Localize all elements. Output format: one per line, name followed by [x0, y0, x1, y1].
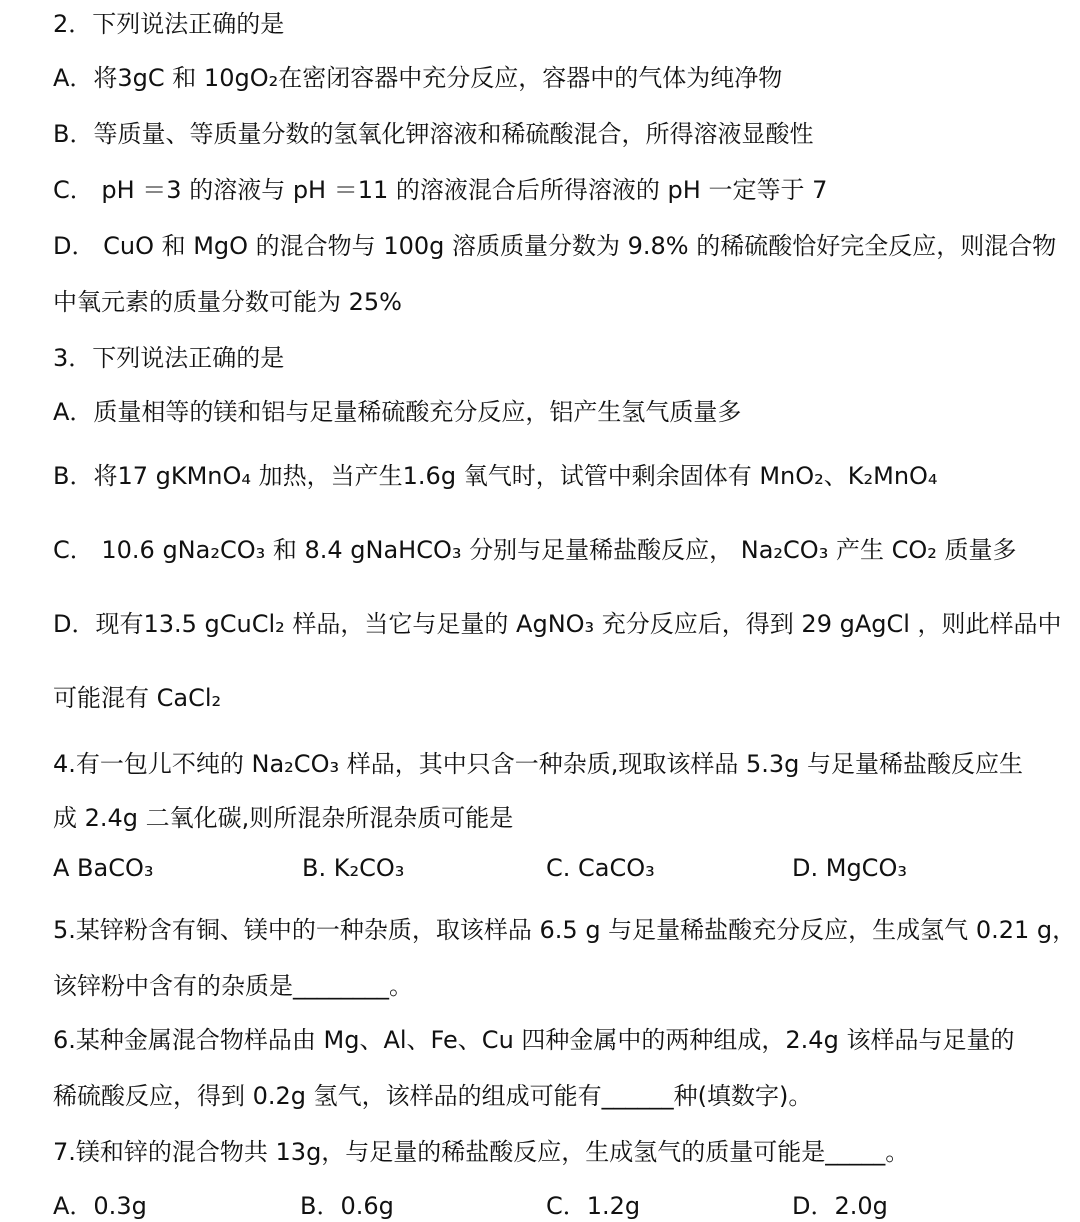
q2-option-d-line1: D． CuO 和 MgO 的混合物与 100g 溶质质量分数为 9.8% 的稀硫酸恰好完全反应，则混合物	[53, 232, 1057, 260]
q2-title: 2．下列说法正确的是	[53, 10, 285, 38]
q4-line1: 4.有一包儿不纯的 Na₂CO₃ 样品，其中只含一种杂质,现取该样品 5.3g 与足量稀盐酸反应生	[53, 750, 1023, 778]
q2-option-b: B．等质量、等质量分数的氢氧化钾溶液和稀硫酸混合，所得溶液显酸性	[53, 120, 814, 148]
q4-option-d: D. MgCO₃	[792, 854, 907, 882]
q7-option-d: D．2.0g	[792, 1192, 888, 1220]
q4-option-c: C. CaCO₃	[546, 854, 655, 882]
q3-option-d-line2: 可能混有 CaCl₂	[53, 684, 222, 712]
q2-option-d-line2: 中氧元素的质量分数可能为 25%	[53, 288, 402, 316]
q3-option-b: B．将17 gKMnO₄ 加热，当产生1.6g 氧气时，试管中剩余固体有 MnO₂、K₂MnO₄	[53, 462, 938, 490]
q7-option-b: B．0.6g	[300, 1192, 394, 1220]
q7-option-c: C．1.2g	[546, 1192, 641, 1220]
q2-option-c: C． pH ＝3 的溶液与 pH ＝11 的溶液混合后所得溶液的 pH 一定等于 7	[53, 176, 828, 204]
q2-option-a: A．将3gC 和 10gO₂在密闭容器中充分反应，容器中的气体为纯净物	[53, 64, 783, 92]
q3-title: 3．下列说法正确的是	[53, 344, 285, 372]
q4-option-a: A BaCO₃	[53, 854, 154, 882]
q7-line1: 7.镁和锌的混合物共 13g，与足量的稀盐酸反应，生成氢气的质量可能是_____。	[53, 1138, 910, 1166]
q5-line2: 该锌粉中含有的杂质是________。	[53, 972, 413, 1000]
q3-option-a: A．质量相等的镁和铝与足量稀硫酸充分反应，铝产生氢气质量多	[53, 398, 742, 426]
q4-option-b: B. K₂CO₃	[302, 854, 405, 882]
q5-line1: 5.某锌粉含有铜、镁中的一种杂质，取该样品 6.5 g 与足量稀盐酸充分反应，生成氢气 0.21 g，	[53, 916, 1077, 944]
q6-line2: 稀硫酸反应，得到 0.2g 氢气，该样品的组成可能有______种(填数字)。	[53, 1082, 813, 1110]
q6-line1: 6.某种金属混合物样品由 Mg、Al、Fe、Cu 四种金属中的两种组成，2.4g 该样品与足量的	[53, 1026, 1015, 1054]
q7-option-a: A．0.3g	[53, 1192, 147, 1220]
q3-option-c: C． 10.6 gNa₂CO₃ 和 8.4 gNaHCO₃ 分别与足量稀盐酸反应， Na₂CO₃ 产生 CO₂ 质量多	[53, 536, 1017, 564]
q4-line2: 成 2.4g 二氧化碳,则所混杂所混杂质可能是	[53, 804, 514, 832]
q3-option-d-line1: D．现有13.5 gCuCl₂ 样品，当它与足量的 AgNO₃ 充分反应后，得到 29 gAgCl ，则此样品中	[53, 610, 1062, 638]
